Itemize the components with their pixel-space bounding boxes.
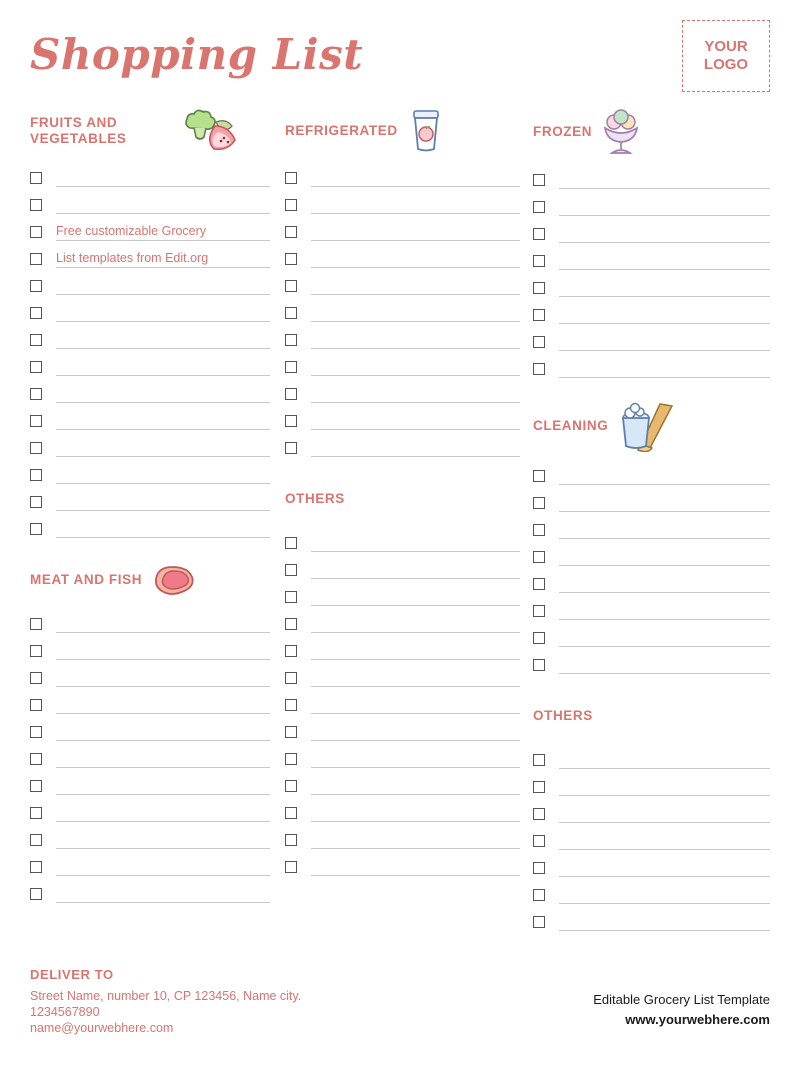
- steak-icon: [150, 563, 196, 597]
- checkbox[interactable]: [285, 564, 297, 576]
- write-line[interactable]: [56, 302, 270, 322]
- list-item[interactable]: [30, 403, 270, 430]
- write-line[interactable]: [559, 749, 770, 769]
- checkbox[interactable]: [533, 889, 545, 901]
- checkbox[interactable]: [30, 199, 42, 211]
- checkbox[interactable]: [285, 415, 297, 427]
- section-title: CLEANING: [533, 418, 609, 433]
- list-item[interactable]: [30, 849, 270, 876]
- page-header: [30, 20, 770, 100]
- list-item[interactable]: [285, 633, 520, 660]
- write-line[interactable]: [311, 221, 520, 241]
- write-line[interactable]: [311, 275, 520, 295]
- page-title: Shopping List: [30, 30, 364, 79]
- checkbox[interactable]: [533, 524, 545, 536]
- section-header: [285, 108, 520, 154]
- list-item[interactable]: [30, 768, 270, 795]
- list-item[interactable]: [533, 539, 770, 566]
- write-line[interactable]: [56, 194, 270, 214]
- checkbox[interactable]: [533, 632, 545, 644]
- checkbox[interactable]: [285, 307, 297, 319]
- list-item[interactable]: [30, 430, 270, 457]
- list-item[interactable]: [285, 660, 520, 687]
- list-item[interactable]: [30, 187, 270, 214]
- checkbox[interactable]: [533, 605, 545, 617]
- list-item[interactable]: [30, 322, 270, 349]
- write-line[interactable]: [56, 802, 270, 822]
- promo-note: List templates from Edit.org: [56, 251, 209, 265]
- list-item[interactable]: [533, 351, 770, 378]
- write-line[interactable]: [559, 277, 770, 297]
- list-item[interactable]: [533, 620, 770, 647]
- checkbox[interactable]: [533, 309, 545, 321]
- list-item[interactable]: [285, 322, 520, 349]
- checkbox[interactable]: [533, 336, 545, 348]
- write-line[interactable]: [311, 667, 520, 687]
- write-line[interactable]: [559, 600, 770, 620]
- list-item[interactable]: [285, 525, 520, 552]
- write-line[interactable]: [559, 654, 770, 674]
- checkbox[interactable]: [30, 726, 42, 738]
- write-line[interactable]: [559, 331, 770, 351]
- section-title: OTHERS: [533, 708, 593, 723]
- write-line[interactable]: [56, 464, 270, 484]
- list-item[interactable]: [533, 485, 770, 512]
- checkbox[interactable]: [285, 672, 297, 684]
- checkbox[interactable]: [533, 470, 545, 482]
- checkbox[interactable]: [533, 282, 545, 294]
- logo-line-1: YOUR: [704, 38, 748, 55]
- section-header: [285, 479, 520, 519]
- section-header: [533, 696, 770, 736]
- list-item[interactable]: [285, 403, 520, 430]
- checkbox[interactable]: [285, 361, 297, 373]
- logo-placeholder[interactable]: [682, 20, 770, 92]
- write-line[interactable]: [56, 613, 270, 633]
- list-item[interactable]: [30, 822, 270, 849]
- checkbox[interactable]: [533, 808, 545, 820]
- section-title: OTHERS: [285, 491, 345, 506]
- checkbox[interactable]: [30, 523, 42, 535]
- write-line[interactable]: [311, 775, 520, 795]
- write-line[interactable]: [311, 410, 520, 430]
- write-line[interactable]: [559, 803, 770, 823]
- section-header: [533, 108, 770, 156]
- list-item[interactable]: [30, 660, 270, 687]
- footer-line-2[interactable]: www.yourwebhere.com: [625, 1012, 770, 1027]
- checklist-rows: [533, 162, 770, 378]
- checkbox[interactable]: [285, 442, 297, 454]
- list-item[interactable]: [533, 796, 770, 823]
- list-item[interactable]: [533, 769, 770, 796]
- deliver-email[interactable]: name@yourwebhere.com: [30, 1021, 174, 1035]
- checkbox[interactable]: [533, 862, 545, 874]
- write-line[interactable]: [56, 437, 270, 457]
- list-item[interactable]: [30, 687, 270, 714]
- list-item[interactable]: [533, 904, 770, 931]
- checkbox[interactable]: [30, 388, 42, 400]
- deliver-phone: 1234567890: [30, 1005, 100, 1019]
- list-item[interactable]: [533, 324, 770, 351]
- checkbox[interactable]: [30, 645, 42, 657]
- write-line[interactable]: [311, 356, 520, 376]
- write-line[interactable]: [311, 586, 520, 606]
- checkbox[interactable]: [533, 363, 545, 375]
- list-item[interactable]: [30, 376, 270, 403]
- section-meat-and-fish: [30, 560, 270, 903]
- list-item[interactable]: [285, 849, 520, 876]
- list-item[interactable]: [533, 647, 770, 674]
- list-item[interactable]: [30, 511, 270, 538]
- checkbox[interactable]: [533, 201, 545, 213]
- checkbox[interactable]: [285, 537, 297, 549]
- write-line[interactable]: [559, 465, 770, 485]
- section-fruits-and-vegetables: [30, 108, 270, 538]
- checkbox[interactable]: [533, 754, 545, 766]
- checkbox[interactable]: [30, 253, 42, 265]
- yogurt-icon: [406, 108, 446, 154]
- checkbox[interactable]: [285, 807, 297, 819]
- checkbox[interactable]: [30, 469, 42, 481]
- checkbox[interactable]: [30, 861, 42, 873]
- write-line[interactable]: [311, 640, 520, 660]
- checkbox[interactable]: [285, 388, 297, 400]
- checkbox[interactable]: [533, 916, 545, 928]
- checkbox[interactable]: [285, 834, 297, 846]
- promo-note: Free customizable Grocery: [56, 224, 207, 238]
- write-line[interactable]: [56, 856, 270, 876]
- checklist-rows: [285, 160, 520, 457]
- write-line[interactable]: [311, 829, 520, 849]
- write-line[interactable]: [56, 491, 270, 511]
- write-line[interactable]: [559, 776, 770, 796]
- write-line[interactable]: [311, 721, 520, 741]
- checkbox[interactable]: [533, 659, 545, 671]
- list-item[interactable]: [285, 241, 520, 268]
- list-item[interactable]: [30, 457, 270, 484]
- write-line[interactable]: [559, 884, 770, 904]
- write-line[interactable]: [56, 275, 270, 295]
- checklist-rows: [533, 742, 770, 931]
- checkbox[interactable]: [533, 497, 545, 509]
- checkbox[interactable]: [30, 888, 42, 900]
- checkbox[interactable]: [30, 780, 42, 792]
- write-line[interactable]: [559, 546, 770, 566]
- list-item[interactable]: [533, 593, 770, 620]
- write-line[interactable]: [311, 559, 520, 579]
- checklist-rows: [285, 525, 520, 876]
- section-header: [30, 560, 270, 600]
- write-line[interactable]: [56, 694, 270, 714]
- list-item[interactable]: [533, 243, 770, 270]
- checkbox[interactable]: [30, 172, 42, 184]
- write-line[interactable]: [311, 856, 520, 876]
- list-item[interactable]: [30, 268, 270, 295]
- list-item[interactable]: [30, 876, 270, 903]
- write-line[interactable]: [311, 694, 520, 714]
- section-title: MEAT AND FISH: [30, 572, 143, 587]
- write-line[interactable]: [56, 775, 270, 795]
- list-item[interactable]: [533, 512, 770, 539]
- write-line[interactable]: [56, 248, 270, 268]
- list-item[interactable]: [30, 349, 270, 376]
- list-item[interactable]: [285, 349, 520, 376]
- section-frozen: [533, 108, 770, 378]
- checkbox[interactable]: [30, 496, 42, 508]
- list-item[interactable]: [285, 295, 520, 322]
- list-item[interactable]: [533, 823, 770, 850]
- list-item[interactable]: [285, 552, 520, 579]
- write-line[interactable]: [559, 304, 770, 324]
- write-line[interactable]: [311, 383, 520, 403]
- column-3: [533, 108, 770, 931]
- list-item[interactable]: [285, 822, 520, 849]
- checkbox[interactable]: [533, 835, 545, 847]
- write-line[interactable]: [56, 329, 270, 349]
- checkbox[interactable]: [30, 415, 42, 427]
- checkbox[interactable]: [30, 699, 42, 711]
- deliver-address: Street Name, number 10, CP 123456, Name city.: [30, 989, 302, 1003]
- write-line[interactable]: [56, 748, 270, 768]
- checkbox[interactable]: [285, 861, 297, 873]
- section-refrigerated: [285, 108, 520, 457]
- list-item[interactable]: [30, 741, 270, 768]
- cleaning-bucket-icon: [616, 400, 680, 452]
- write-line[interactable]: [311, 329, 520, 349]
- write-line[interactable]: [311, 802, 520, 822]
- write-line[interactable]: [56, 883, 270, 903]
- checkbox[interactable]: [533, 174, 545, 186]
- write-line[interactable]: [56, 383, 270, 403]
- checkbox[interactable]: [285, 780, 297, 792]
- list-item[interactable]: [30, 295, 270, 322]
- logo-line-2: LOGO: [703, 56, 749, 73]
- checkbox[interactable]: [533, 578, 545, 590]
- write-line[interactable]: [56, 518, 270, 538]
- checkbox[interactable]: [30, 618, 42, 630]
- write-line[interactable]: [56, 221, 270, 241]
- write-line[interactable]: [559, 196, 770, 216]
- write-line[interactable]: [56, 356, 270, 376]
- checkbox[interactable]: [30, 361, 42, 373]
- checkbox[interactable]: [285, 645, 297, 657]
- list-item[interactable]: [533, 877, 770, 904]
- checkbox[interactable]: [285, 334, 297, 346]
- write-line[interactable]: [56, 667, 270, 687]
- write-line[interactable]: [559, 830, 770, 850]
- checkbox[interactable]: [30, 753, 42, 765]
- checkbox[interactable]: [30, 834, 42, 846]
- list-item[interactable]: [533, 458, 770, 485]
- list-item[interactable]: [285, 714, 520, 741]
- list-item[interactable]: [30, 714, 270, 741]
- write-line[interactable]: [559, 627, 770, 647]
- write-line[interactable]: [559, 223, 770, 243]
- section-cleaning: [533, 400, 770, 674]
- list-item[interactable]: [285, 741, 520, 768]
- write-line[interactable]: [56, 167, 270, 187]
- list-item[interactable]: [533, 850, 770, 877]
- write-line[interactable]: [56, 640, 270, 660]
- list-item[interactable]: [285, 606, 520, 633]
- checklist-rows: [30, 160, 270, 538]
- footer-credit: [593, 990, 770, 1030]
- section-others: [533, 696, 770, 931]
- list-item[interactable]: [285, 214, 520, 241]
- ice-cream-icon: [600, 108, 644, 156]
- write-line[interactable]: [56, 721, 270, 741]
- write-line[interactable]: [559, 857, 770, 877]
- checkbox[interactable]: [30, 672, 42, 684]
- list-item[interactable]: [533, 189, 770, 216]
- list-item[interactable]: [533, 270, 770, 297]
- section-title: FROZEN: [533, 124, 593, 139]
- write-line[interactable]: [559, 911, 770, 931]
- checkbox[interactable]: [285, 591, 297, 603]
- write-line[interactable]: [311, 194, 520, 214]
- checkbox[interactable]: [30, 226, 42, 238]
- checkbox[interactable]: [533, 255, 545, 267]
- list-item[interactable]: [285, 430, 520, 457]
- vegetables-icon: [168, 108, 248, 154]
- write-line[interactable]: [311, 302, 520, 322]
- write-line[interactable]: [559, 250, 770, 270]
- footer-line-1: Editable Grocery List Template: [593, 992, 770, 1007]
- list-item[interactable]: [30, 214, 270, 241]
- list-item[interactable]: [285, 187, 520, 214]
- list-item[interactable]: [30, 160, 270, 187]
- column-1: [30, 108, 270, 903]
- list-item[interactable]: [533, 742, 770, 769]
- list-item[interactable]: [533, 297, 770, 324]
- list-item[interactable]: [285, 160, 520, 187]
- column-2: [285, 108, 520, 876]
- list-item[interactable]: [30, 795, 270, 822]
- write-line[interactable]: [311, 248, 520, 268]
- checkbox[interactable]: [30, 280, 42, 292]
- list-item[interactable]: [285, 579, 520, 606]
- write-line[interactable]: [559, 492, 770, 512]
- section-title: REFRIGERATED: [285, 123, 398, 138]
- checkbox[interactable]: [285, 618, 297, 630]
- section-others: [285, 479, 520, 876]
- list-item[interactable]: [30, 606, 270, 633]
- write-line[interactable]: [311, 532, 520, 552]
- write-line[interactable]: [559, 519, 770, 539]
- checklist-rows: [533, 458, 770, 674]
- write-line[interactable]: [56, 829, 270, 849]
- deliver-to-block: [30, 967, 450, 1036]
- section-title: FRUITS AND VEGETABLES: [30, 115, 127, 146]
- write-line[interactable]: [311, 613, 520, 633]
- checkbox[interactable]: [30, 442, 42, 454]
- list-item[interactable]: [533, 216, 770, 243]
- checkbox[interactable]: [285, 226, 297, 238]
- deliver-to-title: DELIVER TO: [30, 967, 114, 982]
- write-line[interactable]: [311, 437, 520, 457]
- list-item[interactable]: [285, 687, 520, 714]
- list-item[interactable]: [30, 633, 270, 660]
- list-item[interactable]: [285, 268, 520, 295]
- list-item[interactable]: [533, 566, 770, 593]
- section-header: [533, 400, 770, 452]
- list-item[interactable]: [30, 241, 270, 268]
- checkbox[interactable]: [30, 307, 42, 319]
- section-header: [30, 108, 270, 154]
- write-line[interactable]: [311, 748, 520, 768]
- checkbox[interactable]: [533, 781, 545, 793]
- write-line[interactable]: [559, 169, 770, 189]
- checklist-rows: [30, 606, 270, 903]
- checkbox[interactable]: [533, 551, 545, 563]
- write-line[interactable]: [311, 167, 520, 187]
- checkbox[interactable]: [285, 699, 297, 711]
- write-line[interactable]: [559, 573, 770, 593]
- checkbox[interactable]: [30, 334, 42, 346]
- checkbox[interactable]: [285, 253, 297, 265]
- checkbox[interactable]: [285, 726, 297, 738]
- list-item[interactable]: [533, 162, 770, 189]
- checkbox[interactable]: [285, 280, 297, 292]
- write-line[interactable]: [559, 358, 770, 378]
- checkbox[interactable]: [285, 172, 297, 184]
- checkbox[interactable]: [285, 753, 297, 765]
- list-item[interactable]: [30, 484, 270, 511]
- checkbox[interactable]: [533, 228, 545, 240]
- checkbox[interactable]: [30, 807, 42, 819]
- checkbox[interactable]: [285, 199, 297, 211]
- list-item[interactable]: [285, 376, 520, 403]
- list-item[interactable]: [285, 795, 520, 822]
- write-line[interactable]: [56, 410, 270, 430]
- list-item[interactable]: [285, 768, 520, 795]
